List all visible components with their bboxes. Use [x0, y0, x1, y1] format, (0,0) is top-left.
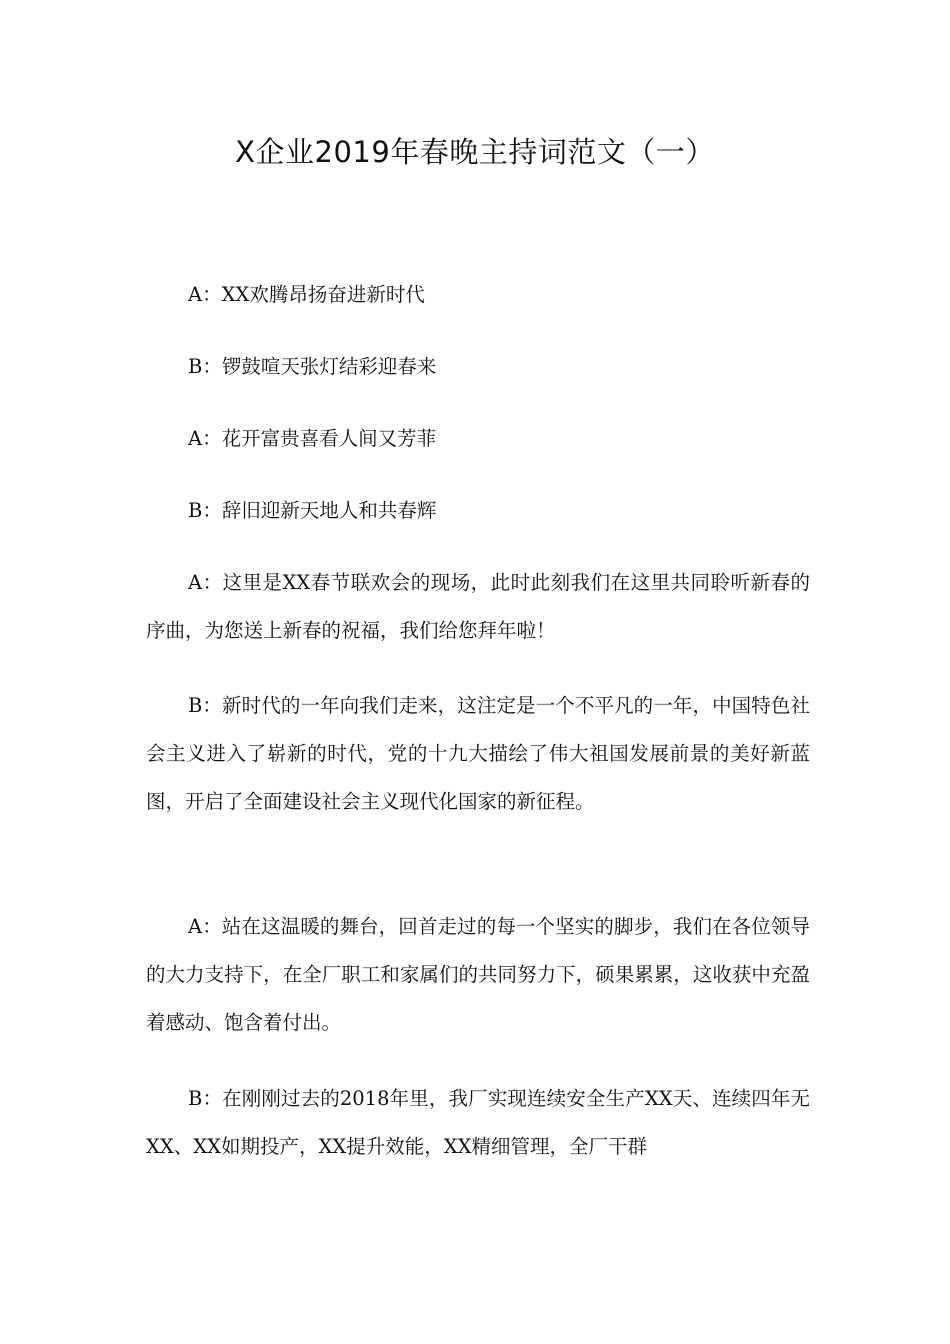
paragraph-8: B：在刚刚过去的2018年里，我厂实现连续安全生产XX天、连续四年无XX、XX如期投产，XX提升效能，XX精细管理，全厂干群: [146, 1087, 810, 1158]
paragraph-5: A：这里是XX春节联欢会的现场，此时此刻我们在这里共同聆听新春的序曲，为您送上新春的祝福，我们给您拜年啦！: [146, 571, 810, 642]
paragraph-6: B：新时代的一年向我们走来，这注定是一个不平凡的一年，中国特色社会主义进入了崭新的时代，党的十九大描绘了伟大祖国发展前景的美好新蓝图，开启了全面建设社会主义现代化国家的新征程。: [146, 694, 810, 813]
paragraph-3: A：花开富贵喜看人间又芳菲: [188, 427, 437, 450]
paragraph-7: A：站在这温暖的舞台，回首走过的每一个坚实的脚步，我们在各位领导的大力支持下，在全厂职工和家属们的共同努力下，硕果累累，这收获中充盈着感动、饱含着付出。: [146, 915, 810, 1034]
paragraph-1: A：XX欢腾昂扬奋进新时代: [188, 283, 425, 306]
document-title: X企业2019年春晚主持词范文（一）: [235, 135, 715, 169]
paragraph-2: B：锣鼓喧天张灯结彩迎春来: [188, 355, 437, 378]
paragraph-4: B：辞旧迎新天地人和共春辉: [188, 499, 437, 522]
